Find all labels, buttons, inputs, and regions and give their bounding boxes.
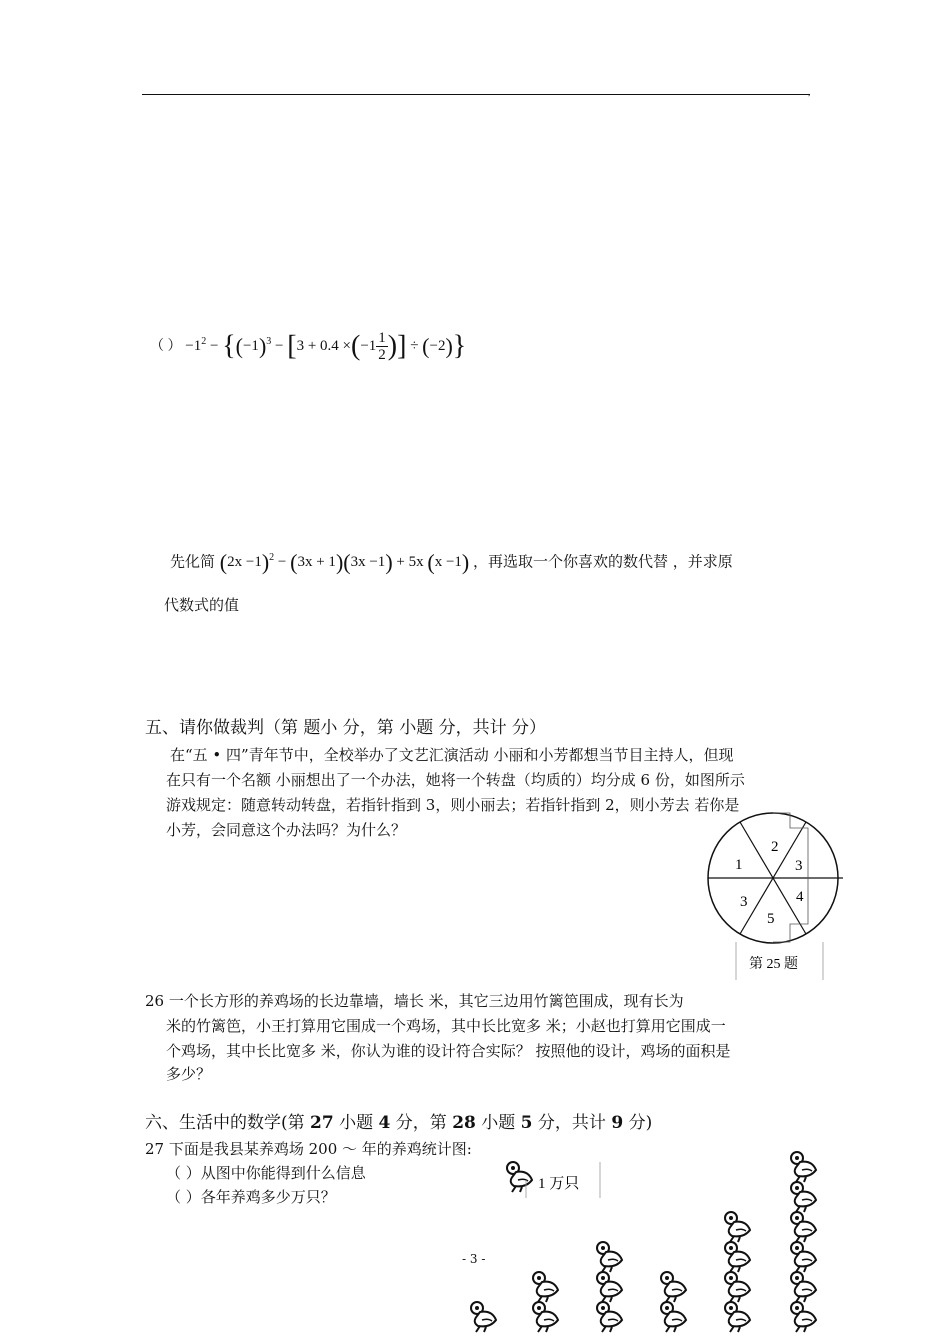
spinner-figure (700, 808, 850, 984)
expr-op: − (277, 554, 291, 571)
q26-line-3: 个鸡场，其中长比宽多 米，你认为谁的设计符合实际？ 按照他的设计，鸡场的面积是 (166, 1042, 731, 1060)
chicken-icon (791, 1212, 816, 1242)
question-expression (150, 330, 466, 363)
spinner-label: 4 (796, 889, 804, 905)
section5-title: 五、请你做裁判（第 题小 分，第 小题 分，共计 分） (145, 718, 547, 738)
page-number: - 3 - (462, 1252, 486, 1266)
chicken-icon (533, 1272, 558, 1302)
spinner-label: 5 (767, 911, 775, 927)
chicken-icon (725, 1272, 750, 1302)
expr-term: x −1 (434, 554, 462, 571)
expr-term: −1 (242, 337, 259, 354)
q27-intro: 27 下面是我县某养鸡场 200 ～ 年的养鸡统计图: (145, 1140, 472, 1158)
chicken-icon (725, 1242, 750, 1272)
section5-line-4: 小芳，会同意这个办法吗？为什么？ (166, 821, 407, 839)
spinner-label: 2 (771, 839, 779, 855)
expr-exp: 2 (201, 335, 207, 347)
title-num: 4 (378, 1113, 391, 1133)
chicken-icon (791, 1152, 816, 1182)
section5-line-1: 在“五 • 四”青年节中，全校举办了文艺汇演活动 小丽和小芳都想当节目主持人，但现 (170, 746, 734, 764)
chicken-icon (471, 1302, 496, 1332)
chicken-icon (725, 1302, 750, 1332)
title-num: 27 (310, 1113, 334, 1133)
chicken-icon (661, 1272, 686, 1302)
title-part: 分) (623, 1113, 653, 1133)
expr-term: −1 (360, 337, 377, 354)
simplify-line2: 代数式的值 (164, 596, 240, 614)
paren: ( (290, 550, 298, 575)
simplify-lead: 先化简 (170, 552, 216, 571)
paren: ( (219, 550, 228, 575)
chicken-icon (533, 1302, 558, 1332)
simplify-tail: ，再选取一个你喜欢的数代替 ，并求原 (472, 552, 733, 571)
q26-line-2: 米的竹篱笆，小王打算用它围成一个鸡场，其中长比宽多 米；小赵也打算用它围成一 (166, 1017, 726, 1035)
paren: ) (461, 550, 470, 575)
header-tick: , (808, 88, 811, 98)
figure-caption: 第 25 题 (749, 957, 798, 972)
header-rule (142, 94, 810, 95)
frac-den: 2 (378, 347, 386, 363)
expr-term: −2 (429, 337, 446, 354)
paren: ( (350, 330, 361, 362)
chicken-icon (597, 1302, 622, 1332)
expr-term: 3 + 0.4 × (296, 337, 351, 354)
title-part: 分，第 (390, 1113, 453, 1133)
brace-close: } (452, 330, 467, 362)
title-num: 5 (520, 1113, 533, 1133)
paren: ) (445, 333, 453, 359)
brace-open: { (222, 330, 236, 362)
fraction (376, 330, 388, 363)
question-simplify (170, 550, 733, 576)
spinner-label: 1 (735, 857, 743, 873)
paren: ) (387, 330, 398, 362)
chicken-icon (791, 1242, 816, 1272)
chicken-icon (791, 1272, 816, 1302)
chicken-icon (791, 1182, 816, 1212)
paren: ( (422, 333, 430, 359)
bracket-open: [ (287, 330, 297, 362)
question-marker: （ ） (150, 338, 182, 354)
q27-item-2: （ ）各年养鸡多少万只？ (166, 1188, 336, 1206)
q26-line-4: 多少？ (166, 1065, 212, 1083)
title-num: 9 (611, 1113, 624, 1133)
chicken-icon (661, 1302, 686, 1332)
expr-exp: 2 (269, 552, 275, 564)
paren: ) (385, 550, 393, 575)
expr-op: ÷ (410, 337, 419, 354)
title-part: 六、生活中的数学(第 (145, 1113, 311, 1133)
chicken-icon (597, 1242, 622, 1272)
chicken-icon (725, 1212, 750, 1242)
expr-term: 3x + 1 (297, 554, 336, 571)
expr-op: − (275, 337, 284, 354)
q26-line-1: 26 一个长方形的养鸡场的长边靠墙，墙长 米，其它三边用竹篱笆围成，现有长为 (145, 992, 684, 1010)
expr-term: 3x −1 (350, 554, 386, 571)
expr-term: −1 (185, 337, 202, 354)
expr-term: + 5x (396, 554, 424, 571)
paren: ( (427, 550, 435, 575)
title-part: 分，共计 (532, 1113, 612, 1133)
section5-line-2: 在只有一个名额 小丽想出了一个办法，她将一个转盘（均质的）均分成 6 份，如图所示 (166, 771, 745, 789)
legend-chicken-icon (507, 1162, 532, 1192)
expr-term: 2x −1 (227, 554, 262, 571)
paren: )( (335, 550, 351, 575)
paren: ) (258, 333, 267, 359)
expr-exp: 3 (266, 335, 272, 347)
spinner-label: 3 (795, 858, 803, 874)
frac-num: 1 (378, 330, 386, 346)
chicken-pictograph (450, 1150, 840, 1344)
chicken-icon (791, 1302, 816, 1332)
q27-item-1: （ ）从图中你能得到什么信息 (166, 1164, 366, 1182)
title-part: 小题 (333, 1113, 379, 1133)
spinner-label: 3 (740, 894, 748, 910)
legend-label: 1 万只 (538, 1176, 580, 1192)
paren: ( (235, 333, 243, 359)
paren: ) (261, 550, 270, 575)
chicken-icon (597, 1272, 622, 1302)
section5-line-3: 游戏规定：随意转动转盘，若指针指到 3，则小丽去；若指针指到 2，则小芳去 若你是 (166, 796, 740, 814)
bracket-close: ] (397, 330, 407, 362)
expr-op: − (209, 337, 219, 354)
title-part: 小题 (475, 1113, 521, 1133)
section6-title (145, 1108, 652, 1133)
title-num: 28 (452, 1113, 476, 1133)
